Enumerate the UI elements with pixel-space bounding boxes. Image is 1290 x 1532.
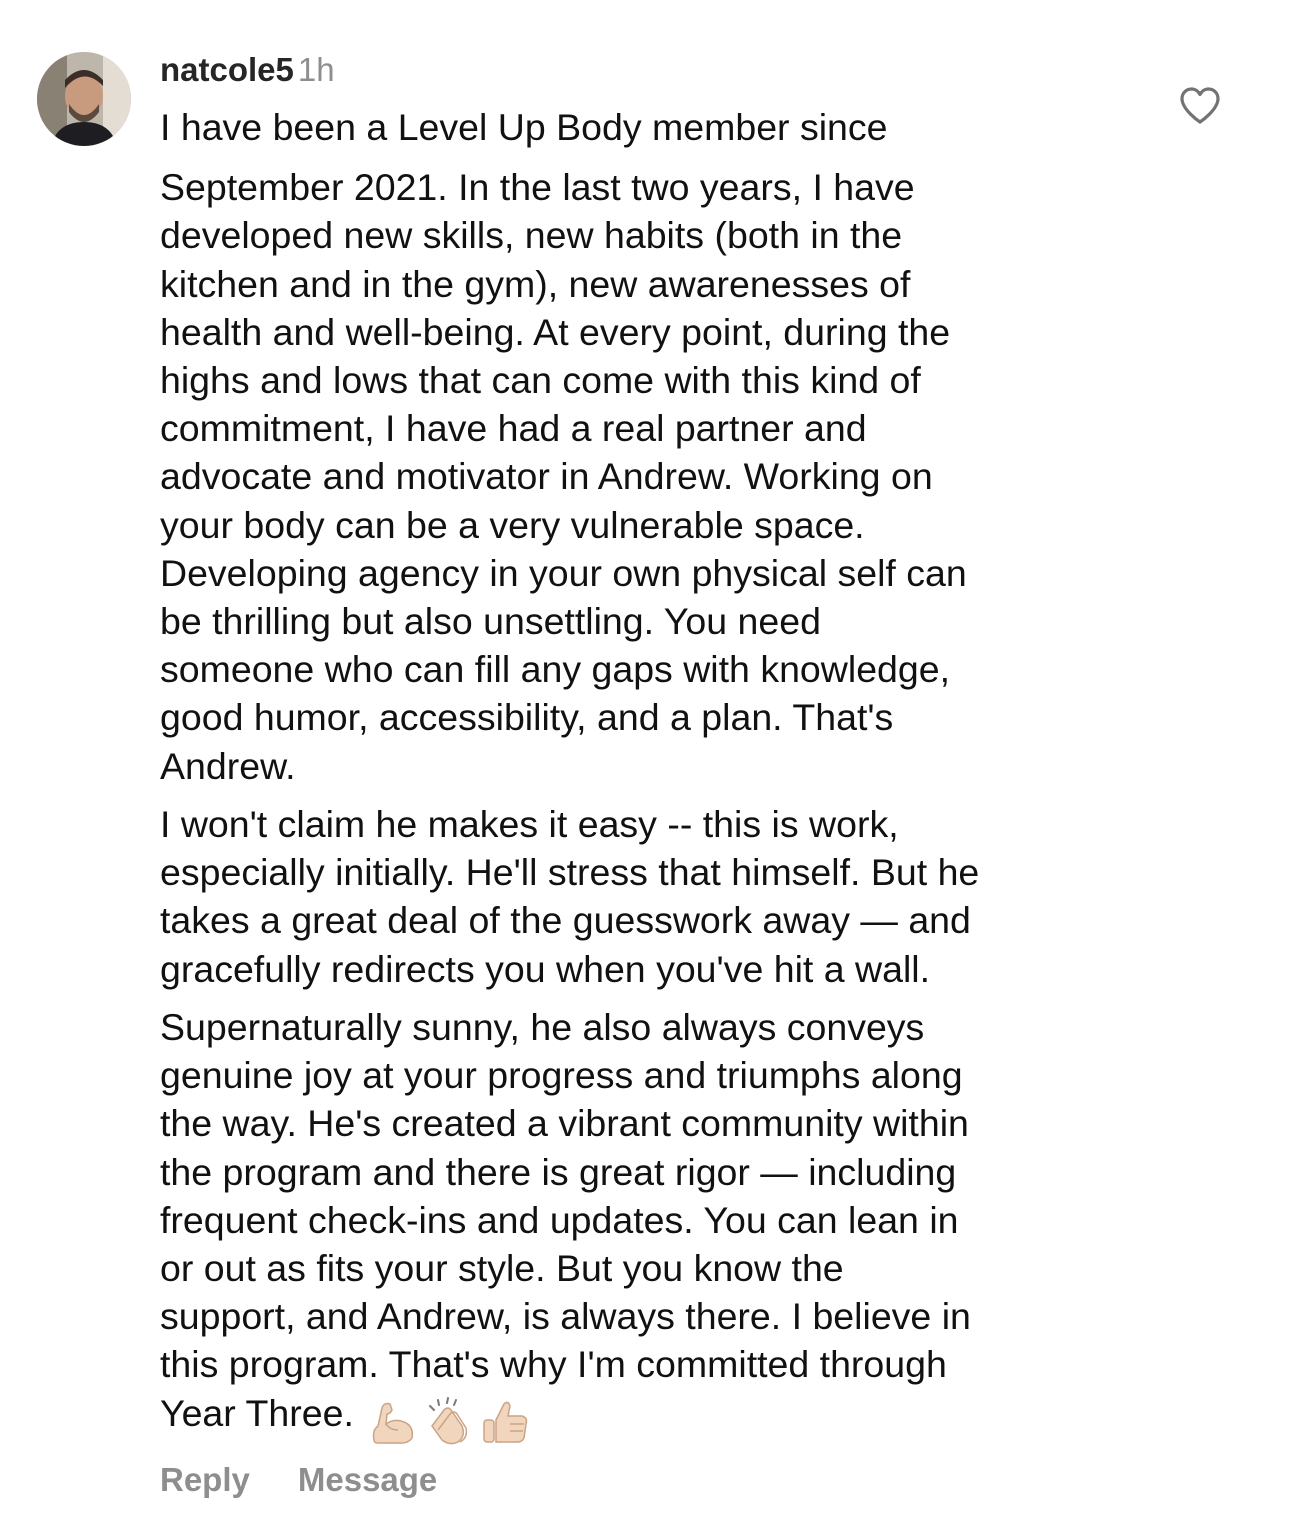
- text-line: or out as fits your style. But you know the: [160, 1247, 844, 1290]
- thumbs-up-emoji: [480, 1396, 532, 1448]
- text-line: especially initially. He'll stress that himself. But he: [160, 851, 980, 894]
- text-line: advocate and motivator in Andrew. Working on: [160, 455, 933, 498]
- text-line: I have been a Level Up Body member since: [160, 106, 888, 148]
- text-line: developed new skills, new habits (both in the: [160, 214, 903, 257]
- clapping-hands-emoji: [424, 1396, 476, 1448]
- text-line: kitchen and in the gym), new awarenesses of: [160, 262, 911, 305]
- text-line: September 2021. In the last two years, I have: [160, 166, 915, 209]
- avatar[interactable]: [37, 52, 131, 146]
- text-line: the way. He's created a vibrant community within: [160, 1102, 969, 1145]
- text-line: genuine joy at your progress and triumphs along: [160, 1054, 963, 1097]
- text-line: Supernaturally sunny, he also always conveys: [160, 1006, 925, 1048]
- text-line: be thrilling but also unsettling. You need: [160, 600, 821, 643]
- text-line: Andrew.: [160, 744, 296, 787]
- text-line: health and well-being. At every point, during the: [160, 310, 951, 353]
- text-line: I won't claim he makes it easy -- this is work,: [160, 803, 899, 845]
- text-line: the program and there is great rigor — including: [160, 1150, 957, 1193]
- emoji-group: [368, 1395, 536, 1448]
- text-line: Year Three.: [160, 1391, 354, 1434]
- last-text-line: [160, 1389, 971, 1448]
- username-link[interactable]: natcole5: [160, 51, 294, 88]
- comment-body: [160, 48, 1160, 1434]
- comment-paragraph-1: [160, 103, 967, 790]
- comment-actions: [160, 1458, 437, 1502]
- text-line: Developing agency in your own physical self can: [160, 551, 967, 594]
- message-button[interactable]: Message: [297, 1461, 438, 1498]
- heart-outline-icon[interactable]: [1178, 85, 1222, 125]
- text-line: your body can be a very vulnerable space.: [160, 503, 865, 546]
- text-line: frequent check-ins and updates. You can lean in: [160, 1198, 959, 1241]
- comment-paragraph-3: [160, 1003, 971, 1448]
- text-line: good humor, accessibility, and a plan. That's: [160, 696, 894, 739]
- avatar-image: [37, 52, 131, 146]
- flexed-biceps-emoji: [368, 1396, 420, 1448]
- text-line: support, and Andrew, is always there. I believe in: [160, 1295, 971, 1338]
- text-line: highs and lows that can come with this kind of: [160, 359, 921, 402]
- reply-button[interactable]: Reply: [160, 1461, 250, 1498]
- comment-paragraph-2: [160, 800, 979, 993]
- comment-meta: [160, 48, 1160, 92]
- text-line: someone who can fill any gaps with knowledge,: [160, 648, 951, 691]
- text-line: commitment, I have had a real partner and: [160, 407, 867, 450]
- text-line: gracefully redirects you when you've hit a wall.: [160, 947, 931, 990]
- timestamp: 1h: [297, 51, 335, 88]
- text-line: takes a great deal of the guesswork away — and: [160, 899, 971, 942]
- text-line: this program. That's why I'm committed through: [160, 1343, 947, 1386]
